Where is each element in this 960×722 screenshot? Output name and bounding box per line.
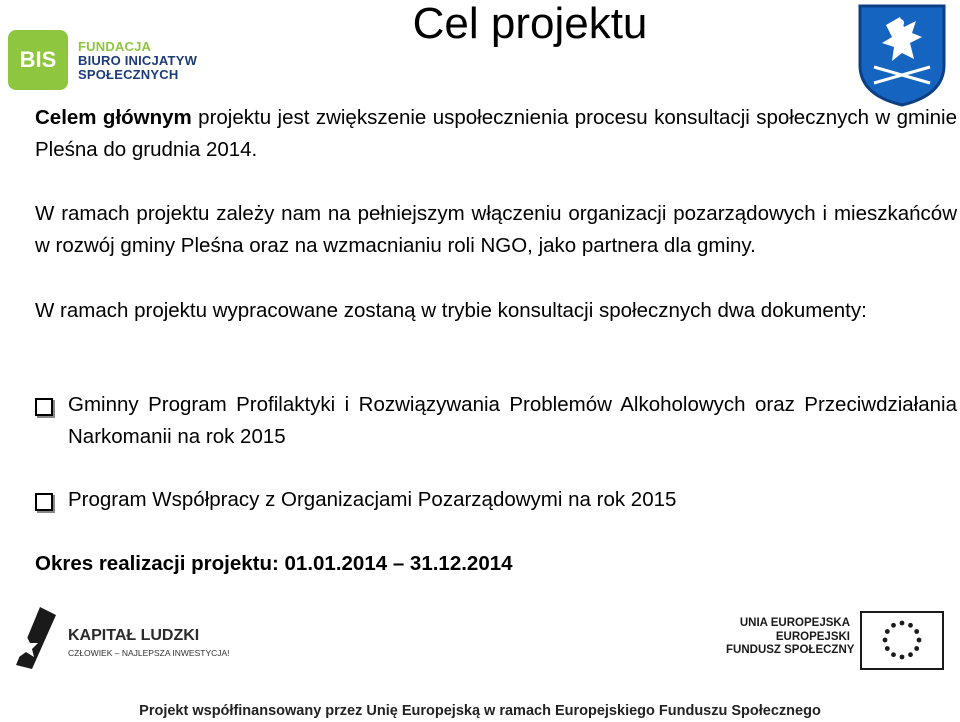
list-item-text: Program Współpracy z Organizacjami Pozarządowymi na rok 2015 bbox=[68, 488, 677, 511]
eu-label-line1: UNIA EUROPEJSKA bbox=[739, 617, 850, 629]
slide-title: Cel projektu bbox=[412, 0, 648, 48]
crest-icon bbox=[856, 3, 948, 107]
kapital-ludzki-icon bbox=[10, 605, 62, 671]
bis-logo-mark: BIS bbox=[8, 30, 68, 90]
documents-intro-paragraph: W ramach projektu wypracowane zostaną w trybie konsultacji społecznych dwa dokumenty: bbox=[35, 299, 867, 322]
eu-flag-icon bbox=[860, 611, 944, 670]
eu-label-line3: FUNDUSZ SPOŁECZNY bbox=[726, 644, 855, 656]
goal-text: projektu jest zwiększenie uspołecznienia procesu konsultacji społecznych w gminie Pleśna do grudnia 2014. bbox=[35, 106, 958, 161]
list-item-text: Gminny Program Profilaktyki i Rozwiązywania Problemów Alkoholowych oraz Przeciwdziałania Narkomanii na rok 2015 bbox=[68, 393, 957, 448]
kapital-ludzki-name: KAPITAŁ LUDZKI bbox=[68, 627, 200, 644]
project-period: Okres realizacji projektu: 01.01.2014 – 31.12.2014 bbox=[35, 552, 513, 575]
list-item bbox=[35, 389, 957, 453]
checkbox-bullet-icon bbox=[35, 398, 53, 416]
bis-logo-line3: SPOŁECZNYCH bbox=[78, 67, 179, 82]
bis-foundation-logo bbox=[8, 30, 208, 90]
goal-lead: Celem głównym bbox=[35, 106, 192, 129]
kapital-ludzki-logo bbox=[10, 605, 230, 671]
bis-logo-line2: BIURO INICJATYW bbox=[78, 53, 198, 68]
list-item bbox=[35, 484, 957, 516]
scope-paragraph: W ramach projektu zależy nam na pełniejszym włączeniu organizacji pozarządowych i mieszkańców w rozwój gminy Pleśna oraz na wzmacnianiu roli NGO, jako partnera dla gminy. bbox=[35, 202, 957, 257]
kapital-ludzki-slogan: CZŁOWIEK – NAJLEPSZA INWESTYCJA! bbox=[68, 648, 230, 658]
checkbox-bullet-icon bbox=[35, 493, 53, 511]
cofinancing-footer bbox=[0, 700, 960, 722]
eu-fund-label bbox=[726, 617, 855, 658]
eu-label-line2: EUROPEJSKI bbox=[775, 630, 850, 643]
bis-logo-line1: FUNDACJA bbox=[78, 39, 152, 54]
goal-paragraph bbox=[35, 102, 957, 166]
footer-text: Projekt współfinansowany przez Unię Europejską w ramach Europejskiego Funduszu Społecznego bbox=[139, 703, 821, 719]
